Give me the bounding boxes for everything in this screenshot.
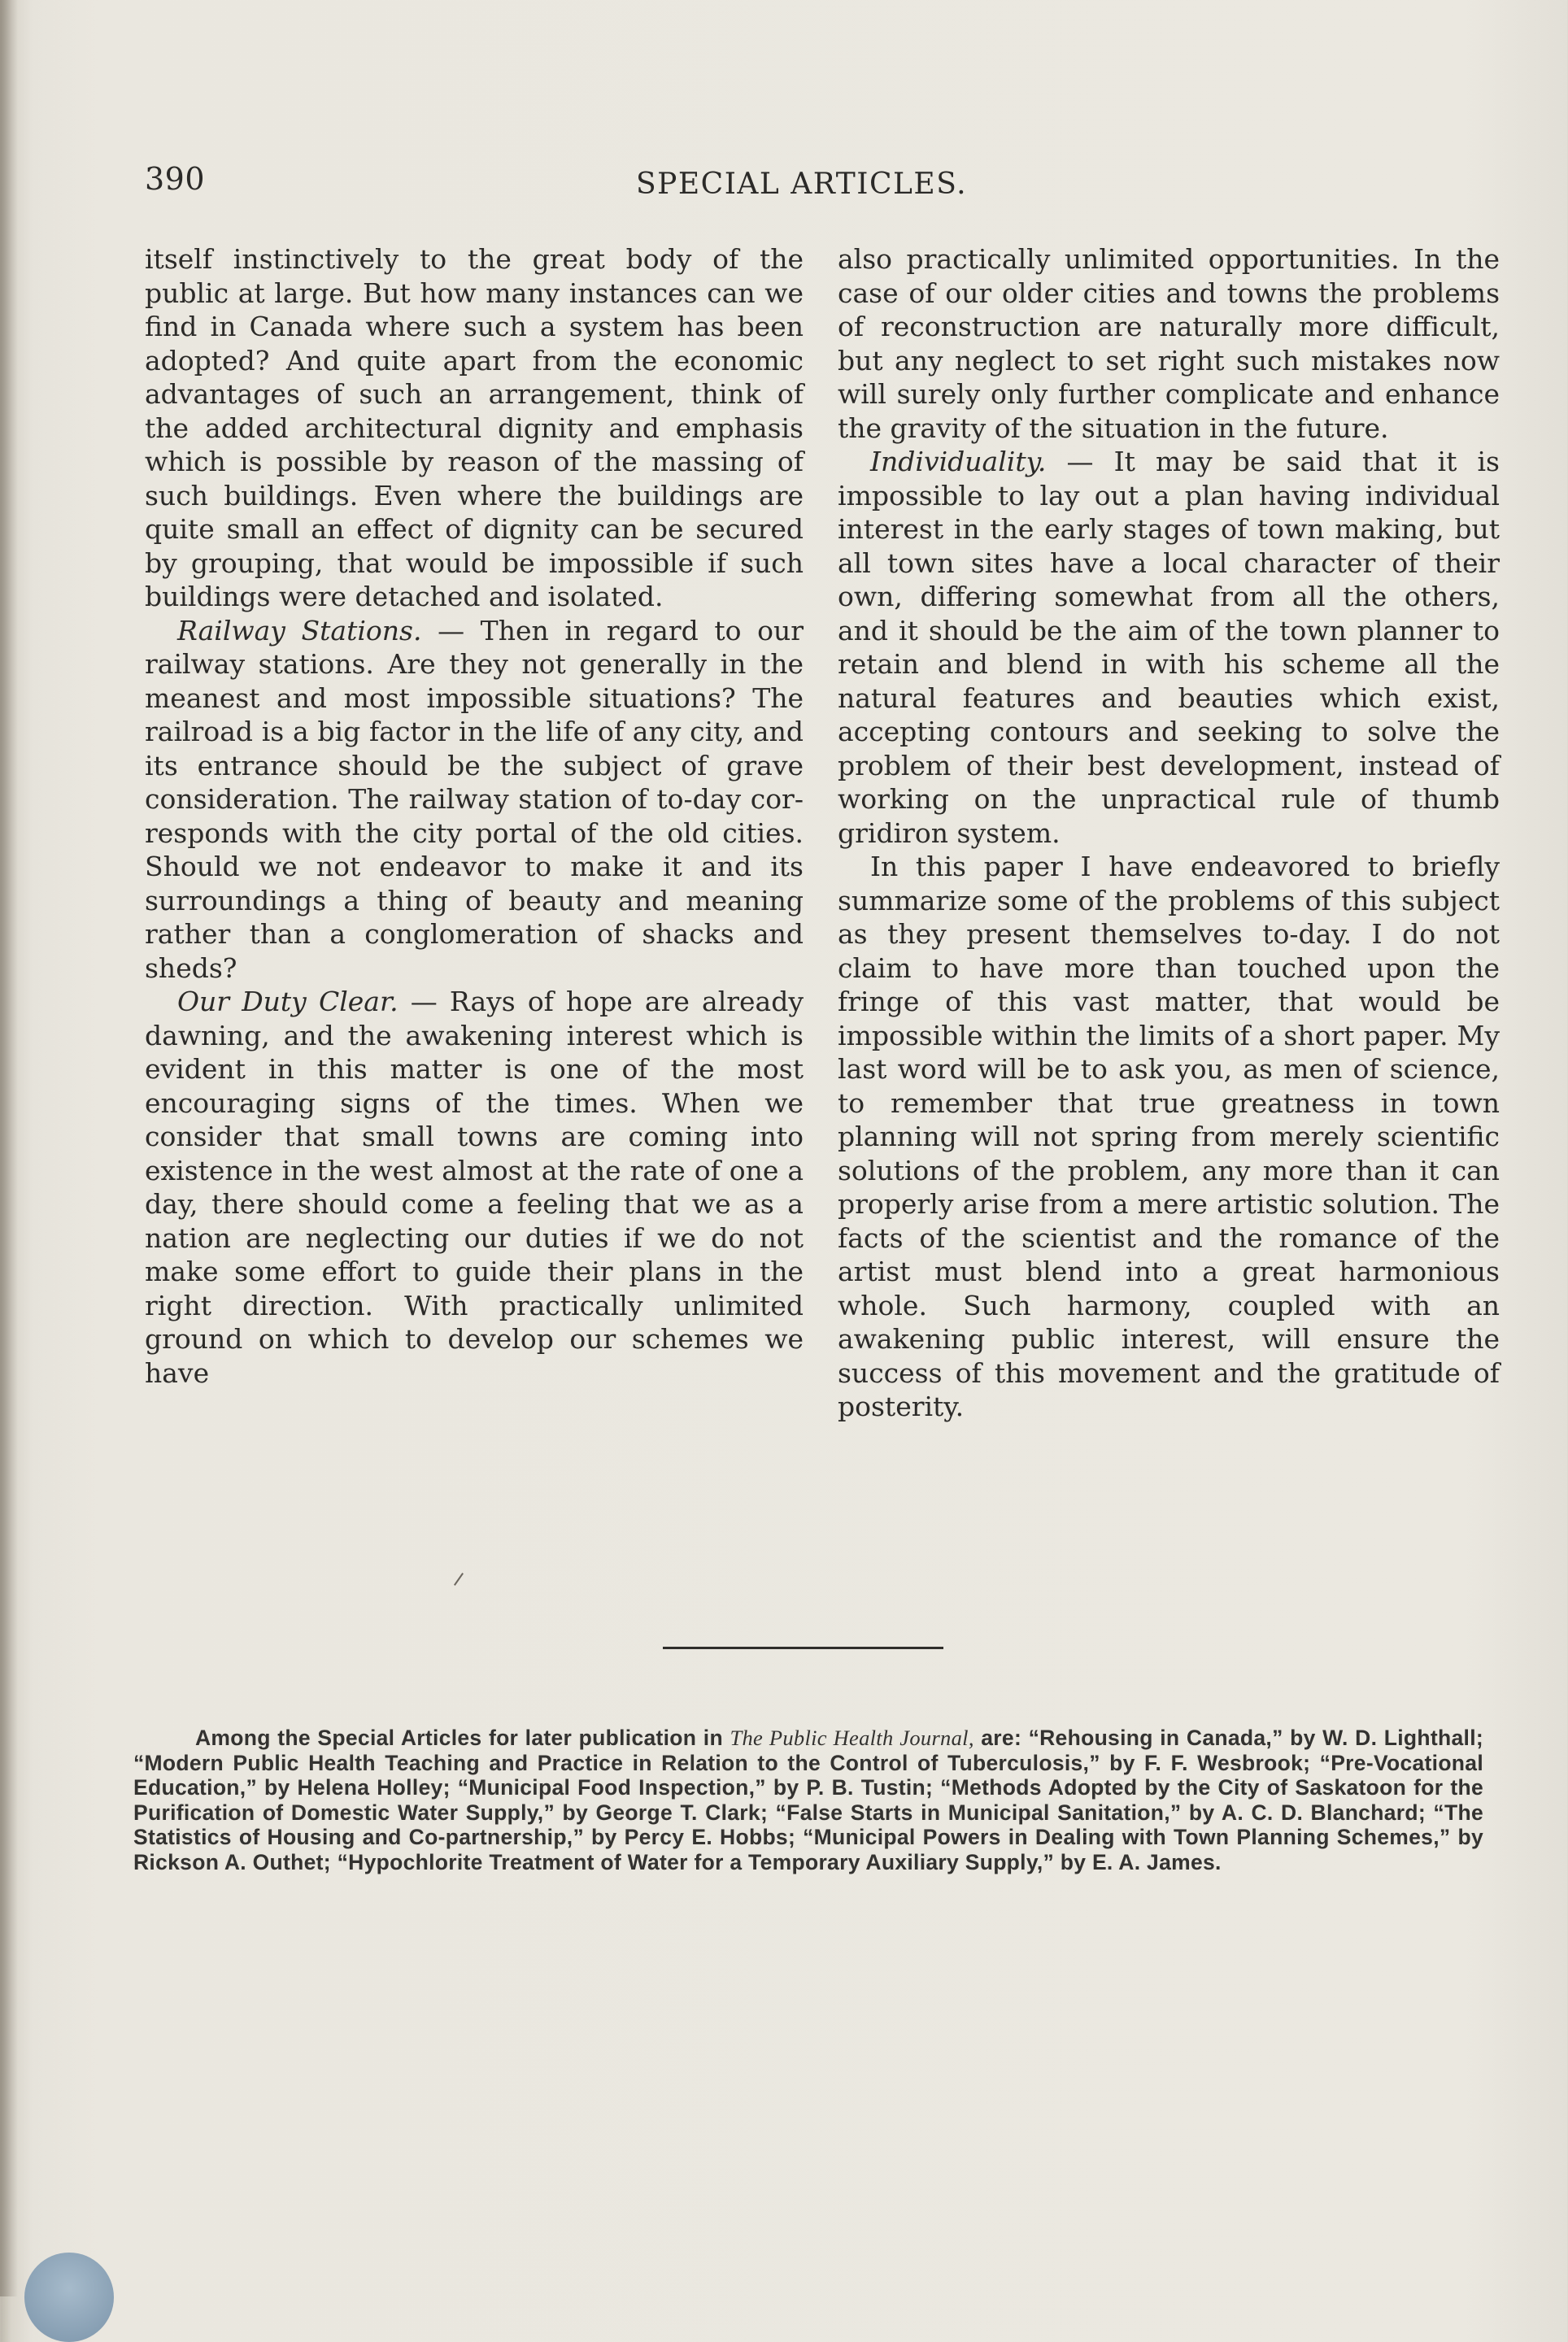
footnote-article-list: are: “Rehousing in Canada,” by W. D. Lighthall; “Modern Public Health Teaching and Practice in Relation to the Control of Tuberculosis,” by F. F. Wesbrook; “Pre-Vocational Education,” by Helena Holley; “Municipal Food Inspection,” by P. B. Tustin; “Methods Adopted by the City of Saskatoon for the Purification of Domestic Water Supply,” by George T. Clark; “False Starts in Municipal Sanitation,” by A. C. D. Blanchard; “The Statistics of Housing and Co-partnership,” by Percy E. Hobbs; “Municipal Powers in Dealing with Town Planning Schemes,” by Rickson A. Outhet; “Hypochlorite Treatment of Water for a Temporary Auxiliary Supply,” by E. A. James.	[133, 1726, 1483, 1874]
corner-thumb-tab	[24, 2253, 114, 2342]
footnote-journal-title: The Public Health Journal,	[730, 1726, 974, 1750]
our-duty-clear-body: — Rays of hope are already dawning, and the awakening interest which is evident in this matter is one of the most encouraging signs of the times. When we consider that small towns are coming into existence in the west almost at the rate of one a day, there should come a feeling that we as a nation are neglecting our duties if we do not make some effort to guide their plans in the right direction. With practically unlimited ground on which to develop our schemes we have	[145, 986, 804, 1389]
heading-our-duty-clear: Our Duty Clear.	[177, 986, 399, 1017]
page-number: 390	[145, 161, 206, 197]
paragraph-grouping-buildings: itself instinctively to the great body of the public at large. But how many instances can we find in Canada where such a system has been adopted? And quite apart from the economic advantages of such an arrangement, think of the added architectural dignity and emphasis which is possible by reason of the massing of such buildings. Even where the buildings are quite small an effect of dignity can be secured by grouping, that would be impossible if such buildings were detached and isolated.	[145, 243, 804, 612]
footnote-forthcoming-articles	[133, 1726, 1483, 1874]
pencil-mark	[454, 1573, 464, 1586]
paragraph-individuality	[838, 445, 1500, 850]
railway-stations-body: — Then in regard to our railway stations. Are they not generally in the meanest and most impossible situations? The railroad is a big factor in the life of any city, and its entrance should be the subject of grave consideration. The railway station of to-day corresponds with the city portal of the old cities. Should we not endeavor to make it and its surroundings a thing of beauty and meaning rather than a conglomeration of shacks and sheds?	[145, 614, 804, 984]
heading-individuality: Individuality.	[870, 446, 1047, 477]
paragraph-railway-stations	[145, 614, 804, 986]
right-column	[838, 242, 1500, 1424]
individuality-body: — It may be said that it is impossible to lay out a plan having individual interest in the early stages of town making, but all town sites have a local character of their own, differing somewhat from all the others, and it should be the aim of the town planner to retain and blend in with his scheme all the natural features and beauties which exist, accepting contours and seeking to solve the problem of their best development, instead of working on the unpractical rule of thumb gridiron system.	[838, 446, 1500, 849]
heading-railway-stations: Railway Stations.	[177, 614, 422, 646]
running-head: SPECIAL ARTICLES.	[636, 168, 968, 201]
paragraph-our-duty-clear	[145, 985, 804, 1390]
left-column	[145, 242, 804, 1390]
section-divider-rule	[663, 1647, 943, 1649]
binding-gutter-shadow	[0, 0, 18, 2296]
paragraph-opportunities: also practically unlimited opportunities. In the case of our older cities and towns the problems of reconstruction are naturally more difficult, but any neglect to set right such mistakes now will surely only further complicate and enhance the gravity of the situation in the future.	[838, 243, 1500, 444]
paragraph-conclusion: In this paper I have endeavored to briefly summarize some of the problems of this subject as they present themselves to-day. I do not claim to have more than touched upon the fringe of this vast matter, that would be impossible within the limits of a short paper. My last word will be to ask you, as men of science, to remember that true greatness in town planning will not spring from merely scientific solutions of the problem, any more than it can properly arise from a mere artistic solution. The facts of the scientist and the romance of the artist must blend into a great harmonious whole. Such harmony, coupled with an awakening public interest, will ensure the success of this movement and the gratitude of posterity.	[838, 851, 1500, 1422]
footnote-lead: Among the Special Articles for later publication in	[195, 1726, 730, 1750]
